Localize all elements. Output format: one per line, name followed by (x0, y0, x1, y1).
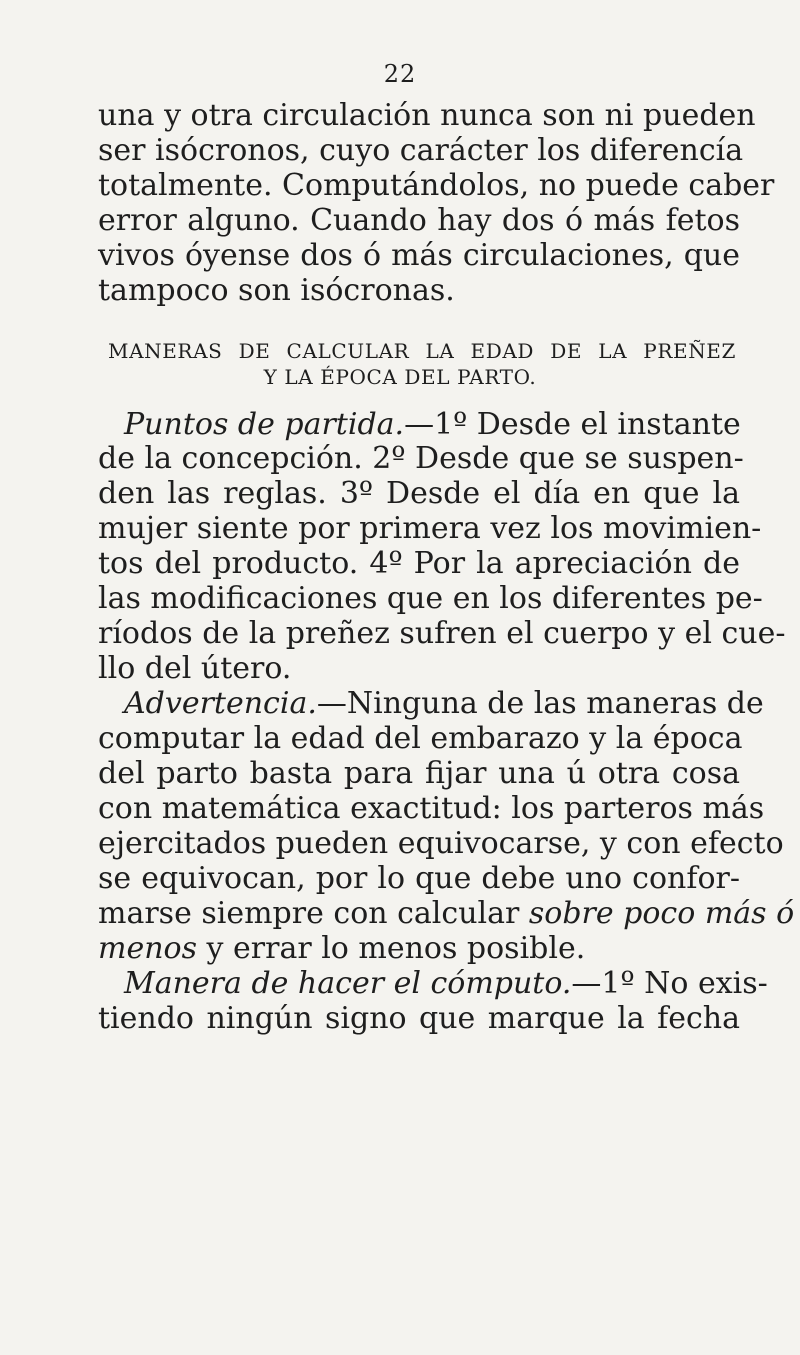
text-line (98, 931, 740, 967)
text-line: una y otra circulación nunca son ni pueden (98, 98, 756, 133)
advertencia-line8-italic: menos (98, 931, 197, 966)
advertencia-line7-italic: sobre poco más ó (528, 896, 795, 931)
text-line: tos del producto. 4º Por la apreciación de (98, 546, 740, 581)
text-line (124, 407, 740, 443)
text-line: ríodos de la preñez sufren el cuerpo y el cue- (98, 616, 786, 651)
manera-label: Manera de hacer el cómputo. (124, 966, 572, 1001)
puntos-first-rest: —1º Desde el instante (404, 407, 741, 442)
text-line: de la concepción. 2º Desde que se suspen- (98, 441, 744, 476)
manera-first-rest: —1º No exis- (571, 966, 768, 1001)
text-line (124, 966, 768, 1002)
text-line: llo del útero. (98, 651, 292, 686)
text-line: se equivocan, por lo que debe uno confor- (98, 861, 740, 896)
text-line: ser isócronos, cuyo carácter los diferencía (98, 133, 744, 168)
text-line: computar la edad del embarazo y la época (98, 721, 743, 756)
text-line: del parto basta para fijar una ú otra cosa (98, 756, 740, 791)
text-line: las modificaciones que en los diferentes pe- (98, 581, 763, 616)
text-line: mujer siente por primera vez los movimien- (98, 511, 762, 546)
advertencia-line7-start: marse siempre con calcular (98, 896, 529, 931)
section-heading-line: MANERAS DE CALCULAR LA EDAD DE LA PREÑEZ (108, 339, 736, 363)
text-line: vivos óyense dos ó más circulaciones, que (98, 238, 740, 273)
puntos-label: Puntos de partida. (124, 407, 405, 442)
advertencia-first-rest: —Ninguna de las maneras de (316, 686, 764, 721)
text-line: error alguno. Cuando hay dos ó más fetos (98, 203, 740, 238)
text-line: den las reglas. 3º Desde el día en que la (98, 476, 740, 511)
text-line (98, 896, 795, 932)
text-line: tampoco son isócronas. (98, 273, 455, 308)
text-line: totalmente. Computándolos, no puede caber (98, 168, 775, 203)
text-line: ejercitados pueden equivocarse, y con efecto (98, 826, 784, 861)
section-heading-line: Y LA ÉPOCA DEL PARTO. (263, 365, 537, 389)
text-line: con matemática exactitud: los parteros más (98, 791, 765, 826)
advertencia-label: Advertencia. (124, 686, 317, 721)
advertencia-line8-rest: y errar lo menos posible. (196, 931, 586, 966)
text-line (124, 686, 764, 722)
page-number: 22 (383, 60, 417, 88)
text-line: tiendo ningún signo que marque la fecha (98, 1001, 740, 1036)
